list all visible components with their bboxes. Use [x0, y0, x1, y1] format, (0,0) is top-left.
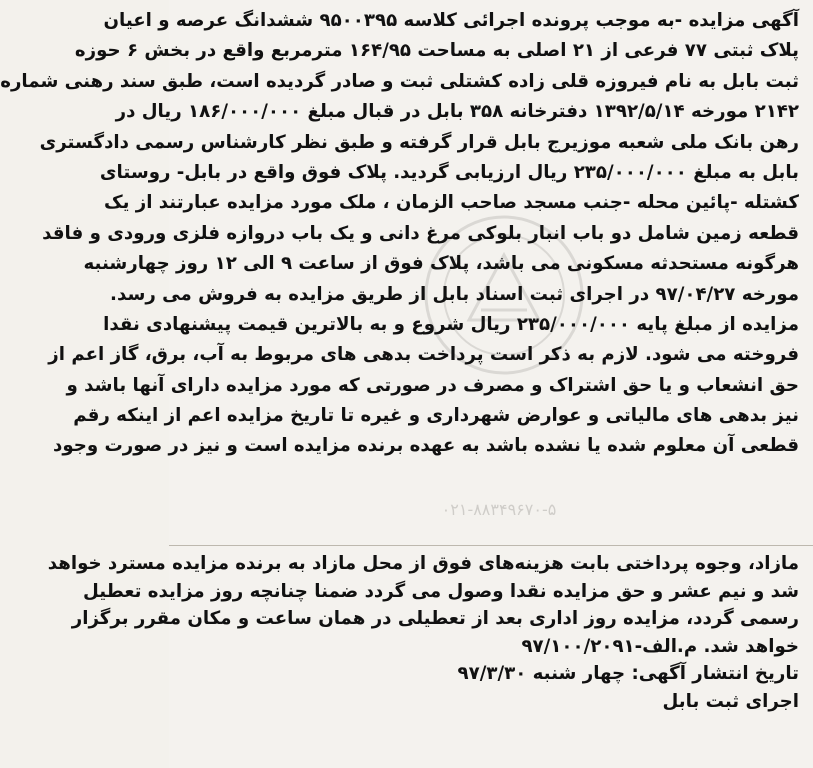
- watermark-phone: ۰۲۱-۸۸۳۴۹۶۷۰-۵: [441, 500, 557, 519]
- publish-date: تاریخ انتشار آگهی: چهار شنبه ۹۷/۳/۳۰: [457, 663, 799, 684]
- notice-line: پلاک ثبتی ۷۷ فرعی از ۲۱ اصلی به مساحت ۱۶۴/۹۵ مترمربع واقع در بخش ۶ حوزه: [74, 40, 799, 62]
- notice-line: شد و نیم عشر و حق مزایده نقدا وصول می گردد ضمنا چنانچه روز مزایده تعطیل: [82, 580, 799, 602]
- notice-body-top: [0, 6, 799, 546]
- notice-line: فروخته می شود. لازم به ذکر است پرداخت بدهی های مربوط به آب، برق، گاز اعم از: [48, 344, 799, 366]
- notice-line: مورخه ۹۷/۰۴/۲۷ در اجرای ثبت اسناد بابل از طریق مزایده به فروش می رسد.: [110, 283, 799, 305]
- notice-line: خواهد شد. م.الف-۹۷/۱۰۰/۲۰۹۱: [521, 635, 799, 657]
- notice-line: نیز بدهی های مالیاتی و عوارض شهرداری و غیره تا تاریخ مزایده اعم از اینکه رقم: [73, 405, 799, 427]
- notice-line: مزایده از مبلغ پایه ۲۳۵/۰۰۰/۰۰۰ ریال شروع و به بالاترین قیمت پیشنهادی نقدا: [103, 313, 799, 335]
- notice-line: بابل به مبلغ ۲۳۵/۰۰۰/۰۰۰ ریال ارزیابی گردید. پلاک فوق واقع در بابل- روستای: [99, 161, 799, 183]
- notice-line: هرگونه مستحدثه مسکونی می باشد، پلاک فوق از ساعت ۹ الی ۱۲ روز چهارشنبه: [83, 253, 799, 275]
- issuer-signature: اجرای ثبت بابل: [662, 690, 799, 712]
- notice-line: مازاد، وجوه پرداختی بابت هزینه‌های فوق از محل مازاد به برنده مزایده مسترد خواهد: [47, 553, 799, 574]
- notice-line: قطعی آن معلوم شده یا نشده باشد به عهده برنده مزایده است و نیز در صورت وجود: [52, 435, 799, 457]
- notice-line: رهن بانک ملی شعبه موزیرج بابل قرار گرفته و طبق نظر کارشناس رسمی دادگستری: [39, 131, 799, 153]
- notice-line: رسمی گردد، مزایده روز اداری بعد از تعطیلی در همان ساعت و مکان مقرر برگزار: [71, 608, 799, 629]
- notice-body-bottom: [47, 550, 799, 762]
- notice-line: حق انشعاب و یا حق اشتراک و مصرف در صورتی که مورد مزایده دارای آنها باشد و: [66, 374, 799, 396]
- notice-line: ثبت بابل به نام فیروزه قلی زاده کشتلی ثبت و صادر گردیده است، طبق سند رهنی شماره: [0, 70, 799, 92]
- notice-line: کشتله -پائین محله -جنب مسجد صاحب الزمان ، ملک مورد مزایده عبارتند از یک: [103, 192, 799, 214]
- notice-line: ۲۱۴۲ مورخه ۱۳۹۲/۵/۱۴ دفترخانه ۳۵۸ بابل در قبال مبلغ ۱۸۶/۰۰۰/۰۰۰ ریال در: [115, 101, 799, 123]
- column-divider: [169, 545, 813, 546]
- notice-line: قطعه زمین شامل دو باب انبار بلوکی مرغ دانی و یک باب دروازه فلزی ورودی و فاقد: [42, 222, 799, 244]
- notice-line: آگهی مزایده -به موجب پرونده اجرائی کلاسه ۹۵۰۰۳۹۵ ششدانگ عرصه و اعیان: [103, 10, 799, 31]
